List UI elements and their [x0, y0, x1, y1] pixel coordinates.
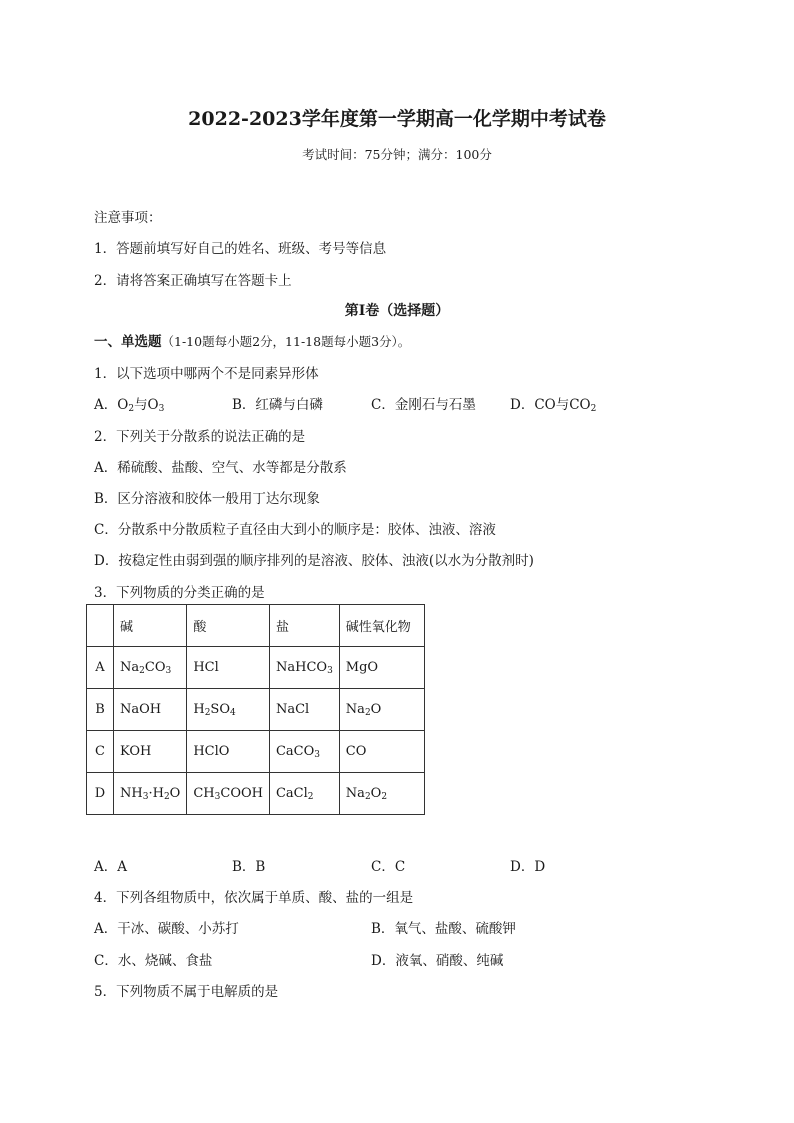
part-heading [94, 330, 410, 350]
part-note: （1-10题每小题2分，11-18题每小题3分）。 [161, 334, 411, 349]
q4-option-b: B．氧气、盐酸、硫酸钾 [371, 921, 516, 937]
q2-option-b: B．区分溶液和胶体一般用丁达尔现象 [94, 491, 320, 507]
note-item-2: 2．请将答案正确填写在答题卡上 [94, 273, 292, 289]
notes-heading: 注意事项： [94, 210, 162, 226]
table-row: B NaOH $H_2SO_4$ NaCl $Na_2O$ [87, 689, 425, 731]
q2-option-d: D．按稳定性由弱到强的顺序排列的是溶液、胶体、浊液(以水为分散剂时) [94, 553, 534, 569]
exam-title: 2022-2023学年度第一学期高一化学期中考试卷 [188, 108, 606, 130]
table-header-row [87, 605, 425, 647]
q4-option-a: A．干冰、碳酸、小苏打 [94, 921, 239, 937]
q1-option-b: B．红磷与白磷 [232, 397, 323, 413]
q2-option-c: C．分散系中分散质粒子直径由大到小的顺序是：胶体、浊液、溶液 [94, 522, 496, 538]
q1-option-d: D．CO与$CO_2$ [510, 397, 597, 414]
q1-option-a: A．$O_2$与$O_3$ [94, 397, 165, 414]
header-base: 碱 [114, 605, 187, 647]
table-row: C KOH HClO CaCO$_3$ CO [87, 731, 425, 773]
header-oxide: 碱性氧化物 [339, 605, 424, 647]
table-row: A $Na_2CO_3$ HCl NaHCO$_3$ MgO [87, 647, 425, 689]
q4-option-d: D．液氧、硝酸、纯碱 [371, 953, 504, 969]
table-corner-cell [87, 605, 114, 647]
q4-stem: 4．下列各组物质中，依次属于单质、酸、盐的一组是 [94, 890, 414, 906]
q1-stem: 1．以下选项中哪两个不是同素异形体 [94, 366, 319, 382]
q3-stem: 3．下列物质的分类正确的是 [94, 585, 265, 601]
q3-option-d: D．D [510, 859, 546, 875]
q1-option-c: C．金刚石与石墨 [371, 397, 476, 413]
q2-stem: 2．下列关于分散系的说法正确的是 [94, 429, 306, 445]
q3-option-a: A．A [94, 859, 127, 875]
header-acid: 酸 [187, 605, 270, 647]
q2-option-a: A．稀硫酸、盐酸、空气、水等都是分散系 [94, 460, 347, 476]
q5-stem: 5．下列物质不属于电解质的是 [94, 984, 279, 1000]
q4-option-c: C．水、烧碱、食盐 [94, 953, 213, 969]
q3-option-b: B．B [232, 859, 266, 875]
note-item-1: 1．答题前填写好自己的姓名、班级、考号等信息 [94, 241, 387, 257]
classification-table [86, 604, 425, 815]
q3-option-c: C．C [371, 859, 406, 875]
exam-subtitle: 考试时间：75分钟；满分：100分 [302, 147, 492, 162]
part-label: 一、单选题 [94, 334, 162, 350]
header-salt: 盐 [269, 605, 339, 647]
table-row: D $NH_3\cdot H_2O$ $CH_3COOH$ CaCl$_2$ $Na_2O_2$ [87, 773, 425, 815]
section-title: 第I卷（选择题） [344, 303, 450, 319]
